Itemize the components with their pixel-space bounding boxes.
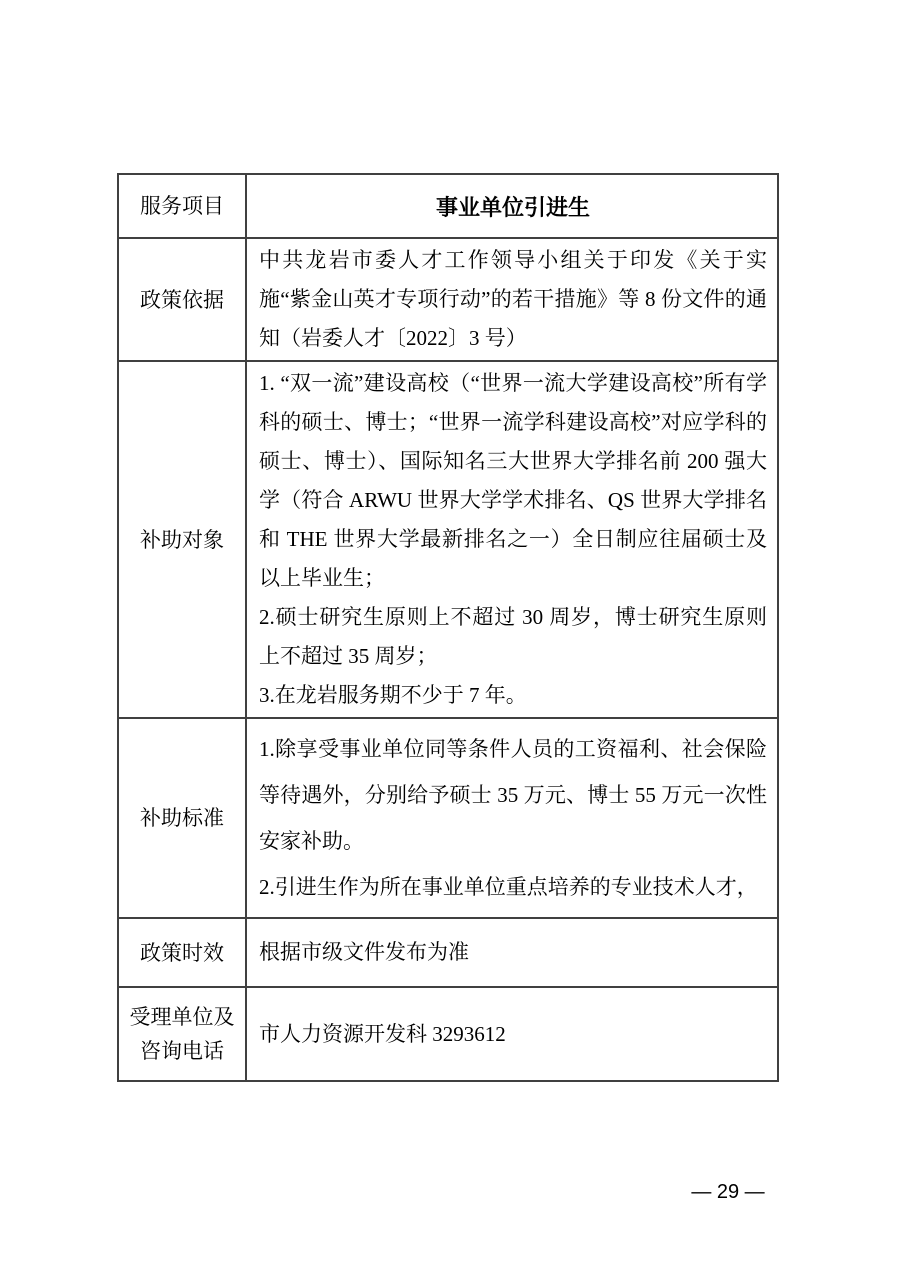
paragraph: 2.引进生作为所在事业单位重点培养的专业技术人才，	[259, 875, 758, 899]
paragraph: 2.硕士研究生原则上不超过 30 周岁，博士研究生原则上不超过 35 周岁；	[259, 605, 767, 668]
paragraph: 1.除享受事业单位同等条件人员的工资福利、社会保险等待遇外，分别给予硕士 35 万元、博士 55 万元一次性安家补助。	[259, 737, 767, 853]
table-row	[118, 987, 778, 1081]
table-row	[118, 361, 778, 718]
paragraph: 中共龙岩市委人才工作领导小组关于印发《关于实施“紫金山英才专项行动”的若干措施》等 8 份文件的通知（岩委人才〔2022〕3 号）	[259, 248, 767, 350]
cell-service-name: 事业单位引进生	[246, 174, 778, 238]
label-policy-basis: 政策依据	[118, 238, 246, 361]
label-accepting-unit-phone: 受理单位及咨询电话	[118, 987, 246, 1081]
table-row	[118, 238, 778, 361]
cell-policy-validity	[246, 918, 778, 987]
label-subsidy-target: 补助对象	[118, 361, 246, 718]
cell-subsidy-target	[246, 361, 778, 718]
page-number: — 29 —	[691, 1181, 765, 1203]
service-info-table	[117, 173, 779, 1082]
paragraph: 1. “双一流”建设高校（“世界一流大学建设高校”所有学科的硕士、博士；“世界一流学科建设高校”对应学科的硕士、博士）、国际知名三大世界大学排名前 200 强大学（符合 ARWU 世界大学学术排名、QS 世界大学排名和 THE 世界大学最新排名之一）全日制应往届硕士及以上毕业生；	[259, 371, 767, 590]
table-row	[118, 718, 778, 918]
label-policy-validity: 政策时效	[118, 918, 246, 987]
cell-subsidy-standard	[246, 718, 778, 918]
cell-policy-basis	[246, 238, 778, 361]
cell-contact-info	[246, 987, 778, 1081]
paragraph: 市人力资源开发科 3293612	[259, 1021, 506, 1046]
label-service-item: 服务项目	[118, 174, 246, 238]
table-row	[118, 174, 778, 238]
label-subsidy-standard: 补助标准	[118, 718, 246, 918]
table-row	[118, 918, 778, 987]
paragraph: 根据市级文件发布为准	[259, 940, 469, 964]
paragraph: 3.在龙岩服务期不少于 7 年。	[259, 683, 527, 707]
